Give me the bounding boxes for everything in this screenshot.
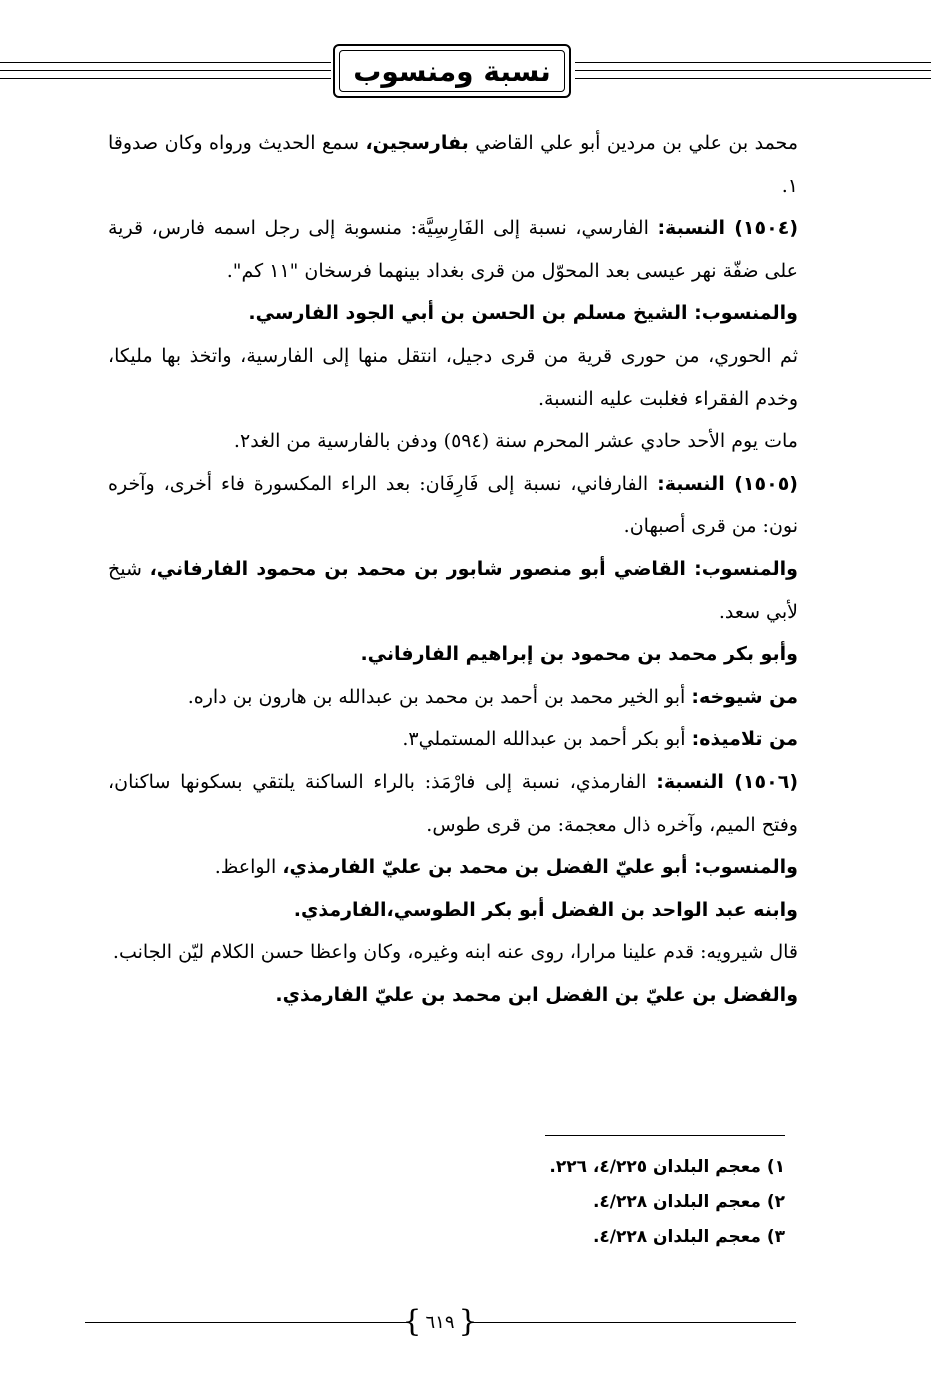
text-run: الفارسي، نسبة إلى الفَارِسِيَّة: منسوبة إلى رجل اسمه فارس، قرية على ضفّة نهر عيسى بعد المحوّل من قرى بغداد بينهما فرسخان "١١ كم". [108,217,798,282]
text-run: سمع الحديث ورواه وكان صدوقا ١. [108,132,798,197]
page-title: نسبة ومنسوب [353,54,551,88]
paragraph [108,292,798,335]
text-run: محمد بن علي بن مردين أبو علي القاضي [468,132,799,154]
footnote-separator [545,1135,785,1136]
paragraph [108,122,798,207]
text-run: الفارمذي، نسبة إلى فارْمَذ: بالراء الساكنة يلتقي بسكونها ساكنان، وفتح الميم، وآخره ذال معجمة: من قرى طوس. [108,770,798,836]
text-run: ثم الحوري، من حورى قرية من قرى دجيل، انتقل منها إلى الفارسية، واتخذ بها مليكا، وخدم الفقراء فغلبت عليه النسبة. [108,344,798,410]
paragraph [108,633,798,676]
brace-left-icon: { [402,1304,422,1339]
header-title-box [333,44,571,98]
footnote: ١) معجم البلدان ٤/٢٢٥، ٢٢٦. [549,1157,785,1177]
body-text [108,122,798,1016]
header-rule-right-third [575,78,931,79]
header-rule-right-top [575,62,931,63]
page-number-box [402,1304,478,1340]
bold-text: والمنسوب: أبو عليّ الفضل بن محمد بن عليّ الفارمذي، [282,856,798,879]
paragraph [108,931,798,974]
bold-text: والمنسوب: الشيخ مسلم بن الحسن بن أبي الجود الفارسي. [248,302,798,325]
footnote: ٢) معجم البلدان ٤/٢٢٨. [592,1192,785,1212]
header-rule-left-third [0,78,331,79]
bold-text: بفارسجين، [365,132,469,154]
paragraph [108,846,798,889]
paragraph [108,974,798,1017]
text-run: قال شيرويه: قدم علينا مرارا، روى عنه ابنه وغيره، وكان واعظا حسن الكلام ليّن الجانب. [112,941,798,964]
bold-text: من شيوخه: [691,685,798,708]
header-rule-left-bottom [0,70,331,71]
bold-text: (١٥٠٦) النسبة: [656,770,798,793]
bold-text: والفضل بن عليّ بن الفضل ابن محمد بن عليّ الفارمذي. [275,983,798,1006]
brace-right-icon: } [458,1304,478,1339]
paragraph [108,207,798,292]
footer-rule-right [473,1322,796,1323]
header-rule-right-bottom [575,70,931,71]
footnotes [400,1150,785,1255]
text-run: الفارفاني، نسبة إلى فَارِفَان: بعد الراء المكسورة فاء أخرى، وآخره نون: من قرى أصبهان. [108,472,798,538]
bold-text: وابنه عبد الواحد بن الفضل أبو بكر الطوسي،الفارمذي. [293,898,798,921]
paragraph [108,718,798,761]
page-number: ٦١٩ [425,1311,455,1333]
footer-rule-left [85,1322,407,1323]
bold-text: والمنسوب: القاضي أبو منصور شابور بن محمد بن محمود الفارفاني، [149,557,798,580]
paragraph [108,889,798,932]
paragraph [108,335,798,420]
bold-text: وأبو بكر محمد بن محمود بن إبراهيم الفارفاني. [360,643,798,666]
bold-text: (١٥٠٤) النسبة: [657,217,798,240]
text-run: الواعظ. [214,856,283,879]
header-rule-left-top [0,62,331,63]
paragraph [108,463,798,548]
text-run: شيخ لأبي سعد. [108,557,798,623]
bold-text: (١٥٠٥) النسبة: [657,472,798,495]
text-run: أبو الخير محمد بن أحمد بن محمد بن عبدالله بن هارون بن داره. [187,685,692,708]
paragraph [108,548,798,633]
footnote: ٣) معجم البلدان ٤/٢٢٨. [592,1227,785,1247]
paragraph [108,676,798,719]
paragraph [108,420,798,463]
text-run: مات يوم الأحد حادي عشر المحرم سنة (٥٩٤) ودفن بالفارسية من الغد٢. [233,430,798,453]
paragraph [108,761,798,846]
bold-text: من تلاميذه: [691,728,798,751]
text-run: أبو بكر أحمد بن عبدالله المستملي٣. [402,728,692,751]
